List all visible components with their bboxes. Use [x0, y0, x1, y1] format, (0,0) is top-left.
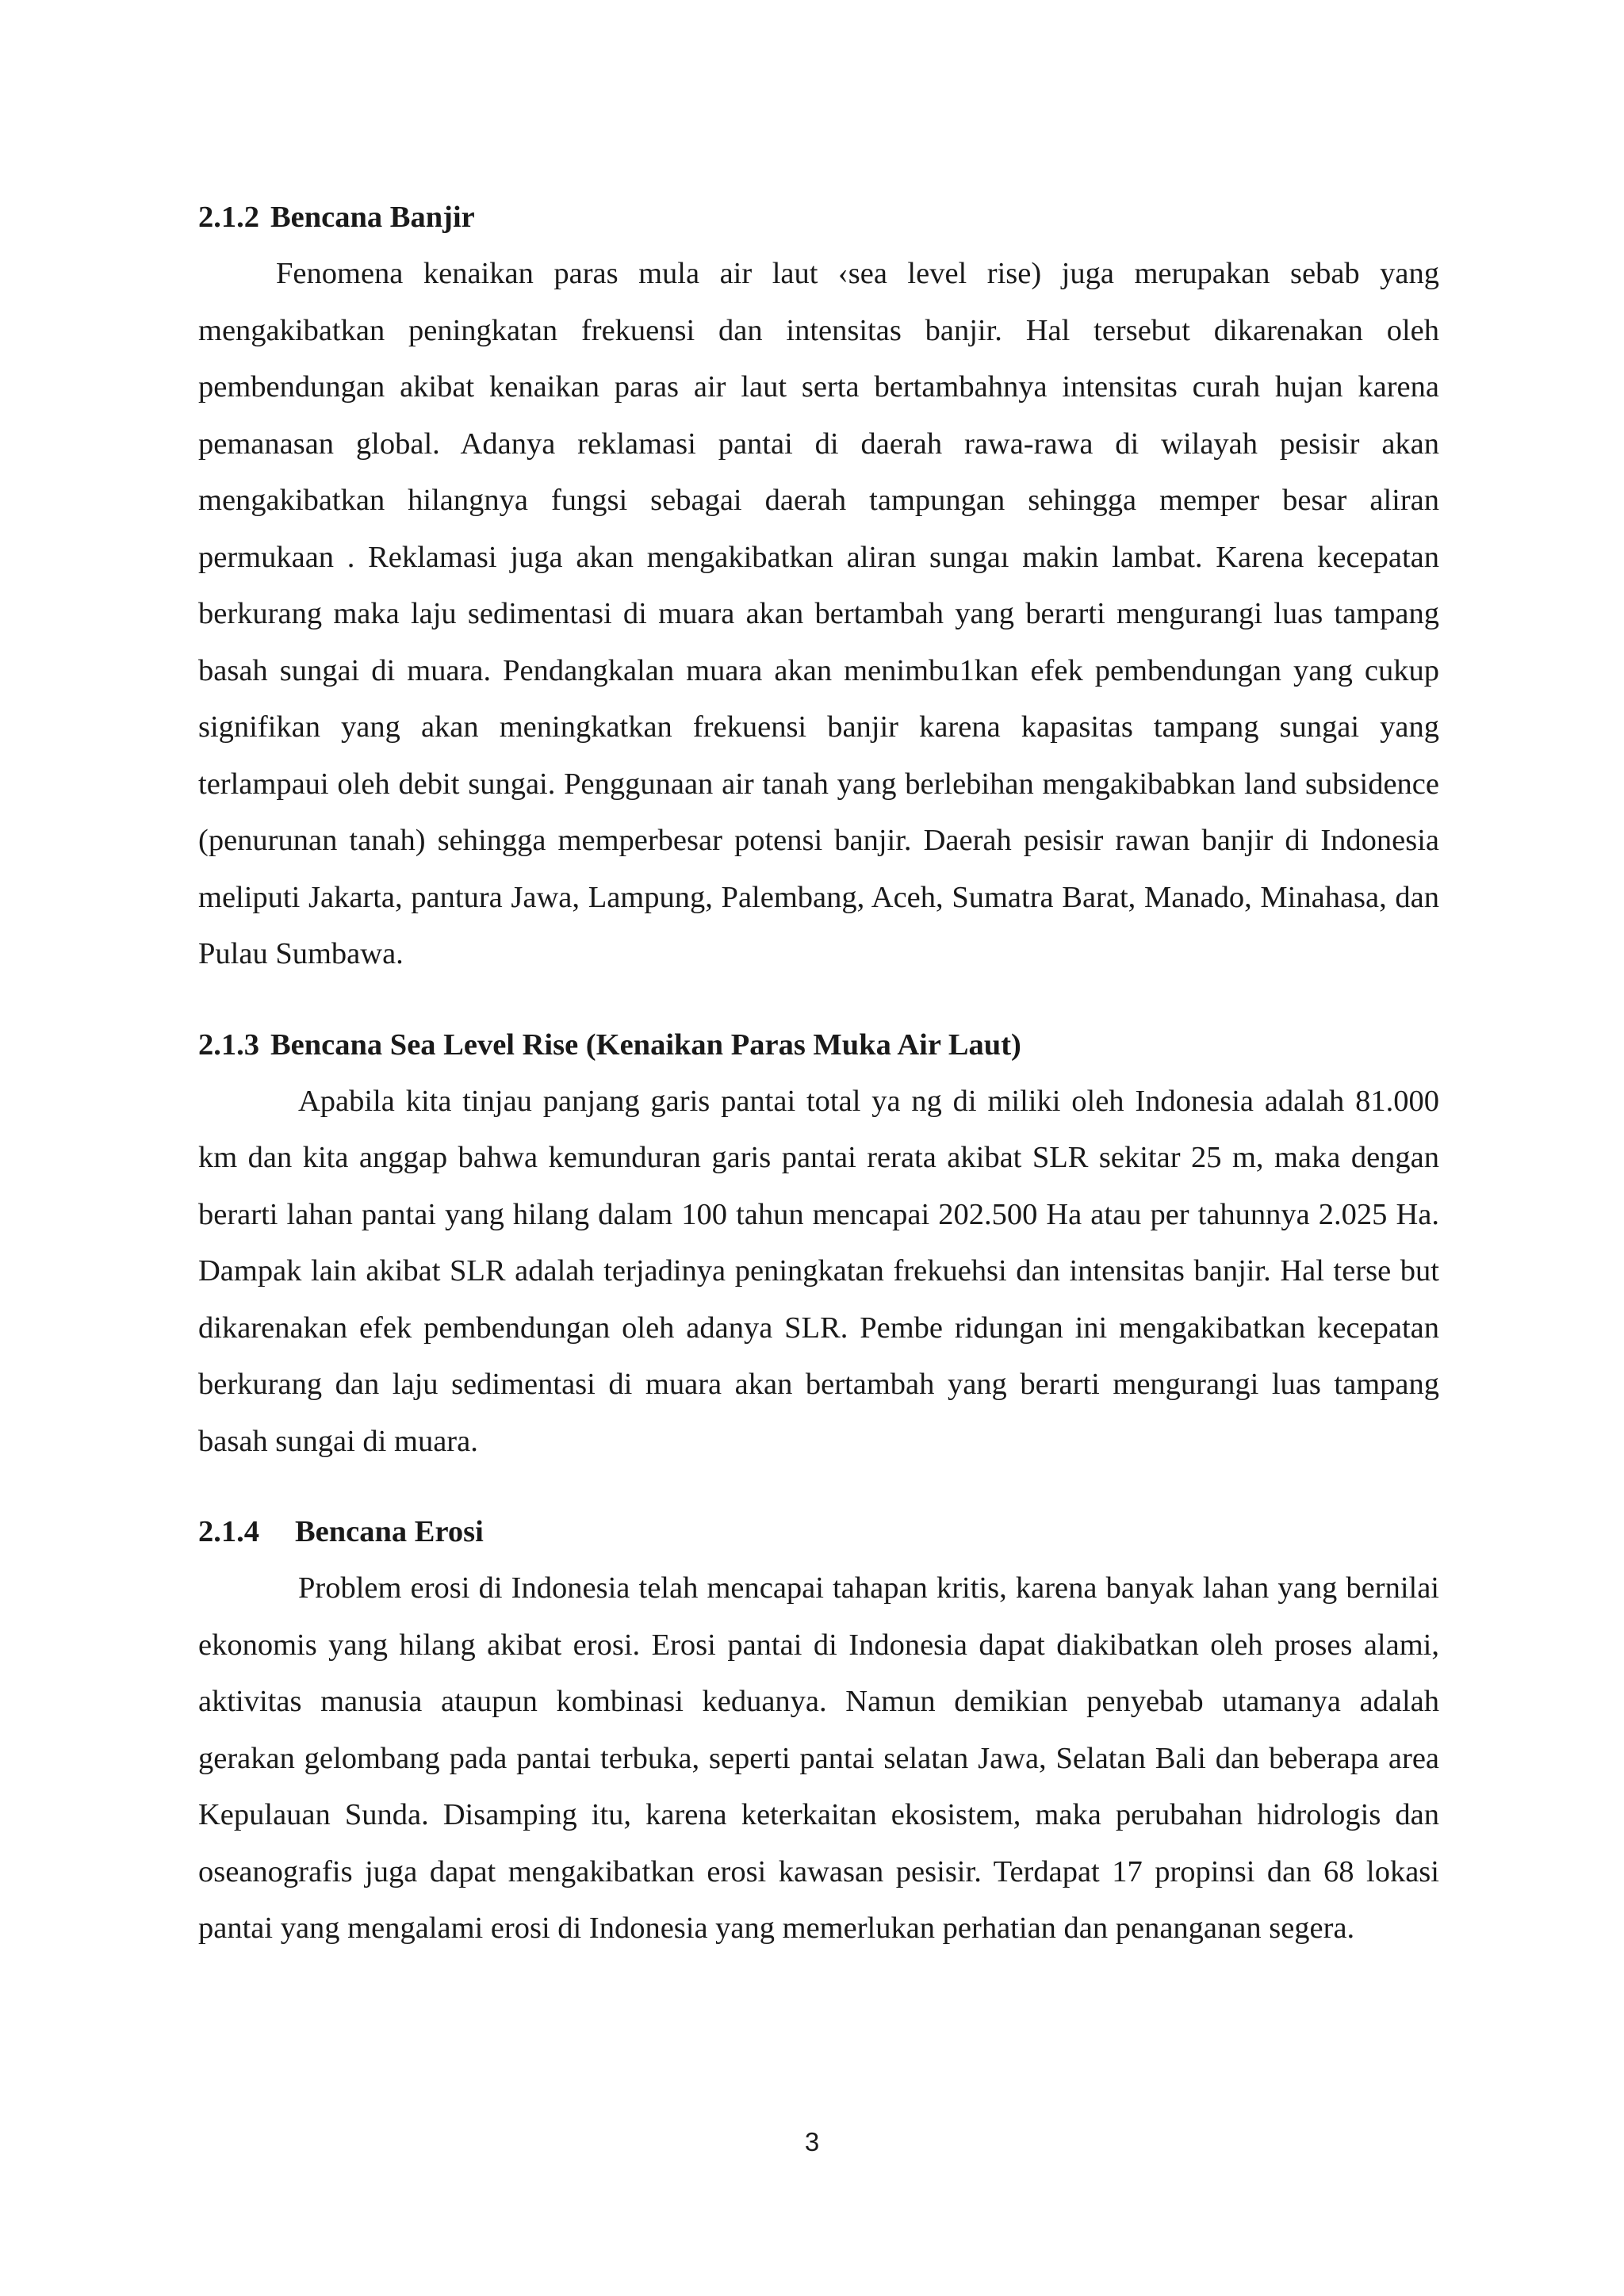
section-title: Bencana Banjir	[270, 201, 475, 234]
page-content	[198, 189, 1439, 1957]
section-title: Bencana Erosi	[295, 1515, 484, 1548]
page-number: 3	[804, 2127, 820, 2156]
section-number: 2.1.4	[198, 1515, 259, 1548]
section-title: Bencana Sea Level Rise (Kenaikan Paras Muka Air Laut)	[270, 1027, 1021, 1062]
section-number: 2.1.3	[198, 1027, 259, 1062]
section-heading	[198, 189, 1439, 246]
section-paragraph: Apabila kita tinjau panjang garis pantai total ya ng di miliki oleh Indonesia adalah 81.000 km dan kita anggap bahwa kemunduran garis pantai rerata akibat SLR sekitar 25 m, maka dengan berarti lahan pantai yang hilang dalam 100 tahun mencapai 202.500 Ha atau per tahunnya 2.025 Ha. Dampak lain akibat SLR adalah terjadinya peningkatan frekuehsi dan intensitas banjir. Hal terse but dikarenakan efek pembendungan oleh adanya SLR. Pembe ridungan ini mengakibatkan kecepatan berkurang dan laju sedimentasi di muara akan bertambah yang berarti mengurangi luas tampang basah sungai di muara.	[198, 1084, 1439, 1458]
section-heading	[198, 1016, 1439, 1073]
section-number: 2.1.2	[198, 201, 259, 234]
section-paragraph: Fenomena kenaikan paras mula air laut ‹sea level rise) juga merupakan sebab yang mengakibatkan peningkatan frekuensi dan intensitas banjir. Hal tersebut dikarenakan oleh pembendungan akibat kenaikan paras air laut serta bertambahnya intensitas curah hujan karena pemanasan global. Adanya reklamasi pantai di daerah rawa-rawa di wilayah pesisir akan mengakibatkan hilangnya fungsi sebagai daerah tampungan sehingga memper besar aliran permukaan . Reklamasi juga akan mengakibatkan aliran sungaı makin lambat. Karena kecepatan berkurang maka laju sedimentasi di muara akan bertambah yang berarti mengurangi luas tampang basah sungai di muara. Pendangkalan muara akan menimbu1kan efek pembendungan yang cukup signifikan yang akan meningkatkan frekuensi banjir karena kapasitas tampang sungai yang terlampaui oleh debit sungai. Penggunaan air tanah yang berlebihan mengakibabkan land subsidence (penurunan tanah) sehingga memperbesar potensi banjir. Daerah pesisir rawan banjir di Indonesia meliputi Jakarta, pantura Jawa, Lampung, Palembang, Aceh, Sumatra Barat, Manado, Minahasa, dan Pulau Sumbawa.	[198, 257, 1439, 970]
section-sea-level-rise	[198, 1016, 1439, 1471]
section-bencana-erosi	[198, 1503, 1439, 1957]
section-bencana-banjir	[198, 189, 1439, 983]
section-heading	[198, 1503, 1439, 1560]
section-paragraph: Problem erosi di Indonesia telah mencapai tahapan kritis, karena banyak lahan yang bernilai ekonomis yang hilang akibat erosi. Erosi pantai di Indonesia dapat diakibatkan oleh proses alami, aktivitas manusia ataupun kombinasi keduanya. Namun demikian penyebab utamanya adalah gerakan gelombang pada pantai terbuka, seperti pantai selatan Jawa, Selatan Bali dan beberapa area Kepulauan Sunda. Disamping itu, karena keterkaitan ekosistem, maka perubahan hidrologis dan oseanografis juga dapat mengakibatkan erosi kawasan pesisir. Terdapat 17 propinsi dan 68 lokasi pantai yang mengalami erosi di Indonesia yang memerlukan perhatian dan penanganan segera.	[198, 1571, 1439, 1945]
